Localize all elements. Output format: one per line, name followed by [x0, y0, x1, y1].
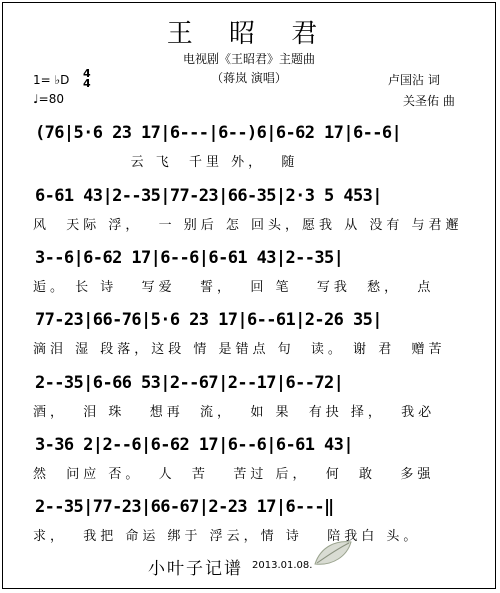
tempo-marking: ♩=80: [33, 92, 64, 106]
lyricist-credit: 卢国沾 词: [388, 73, 440, 87]
notation-line-6: 3-36 2|2--6|6-62 17|6--6|6-61 43|: [35, 435, 353, 455]
song-subtitle: 电视剧《王昭君》主题曲: [182, 52, 315, 66]
notation-line-5: 2--35|6-66 53|2--67|2--17|6--72|: [35, 373, 344, 393]
leaf-icon: [311, 538, 355, 568]
lyrics-line-7: 求， 我把 命运 绑于 浮云，情 诗 陪我白 头。: [33, 529, 421, 544]
time-signature-bottom: 4: [83, 77, 91, 90]
lyrics-line-4: 滴泪 湿 段落，这段 情 是错点 句 读。 谢 君 赠苦: [33, 342, 446, 357]
time-signature: [83, 69, 91, 89]
notation-line-3: 3--6|6-62 17|6--6|6-61 43|2--35|: [35, 248, 344, 268]
lyrics-line-5: 酒， 泪 珠 想再 流， 如 果 有抉 择， 我必: [33, 405, 436, 420]
transcriber-signature: 小叶子记谱: [148, 559, 243, 579]
lyrics-line-3: 逅。 长 诗 写爱 誓， 回 笔 写我 愁， 点: [33, 280, 435, 295]
lyrics-line-2: 风 天际 浮， 一 别后 怎 回头，愿我 从 没有 与君邂: [33, 218, 463, 233]
signature-date: 2013.01.08.: [252, 560, 313, 571]
notation-line-1: (76|5·6 23 17|6---|6--)6|6-62 17|6--6|: [35, 123, 402, 143]
notation-line-2: 6-61 43|2--35|77-23|66-35|2·3 5 453|: [35, 186, 382, 206]
lyrics-line-6: 然 问应 否。 人 苦 苦过 后， 何 敢 多强: [33, 467, 435, 482]
score-sheet: [2, 2, 496, 589]
notation-line-4: 77-23|66-76|5·6 23 17|6--61|2-26 35|: [35, 310, 382, 330]
song-title: 王 昭 君: [166, 19, 332, 49]
notation-line-7: 2--35|77-23|66-67|2-23 17|6---‖: [35, 497, 334, 517]
key-signature: 1= ♭D: [33, 73, 70, 87]
time-signature-top: 4: [83, 67, 91, 80]
performer-note: （蒋岚 演唱）: [211, 71, 287, 85]
lyrics-line-1: 云 飞 千里 外， 随: [33, 155, 299, 170]
composer-credit: 关圣佑 曲: [403, 94, 455, 108]
